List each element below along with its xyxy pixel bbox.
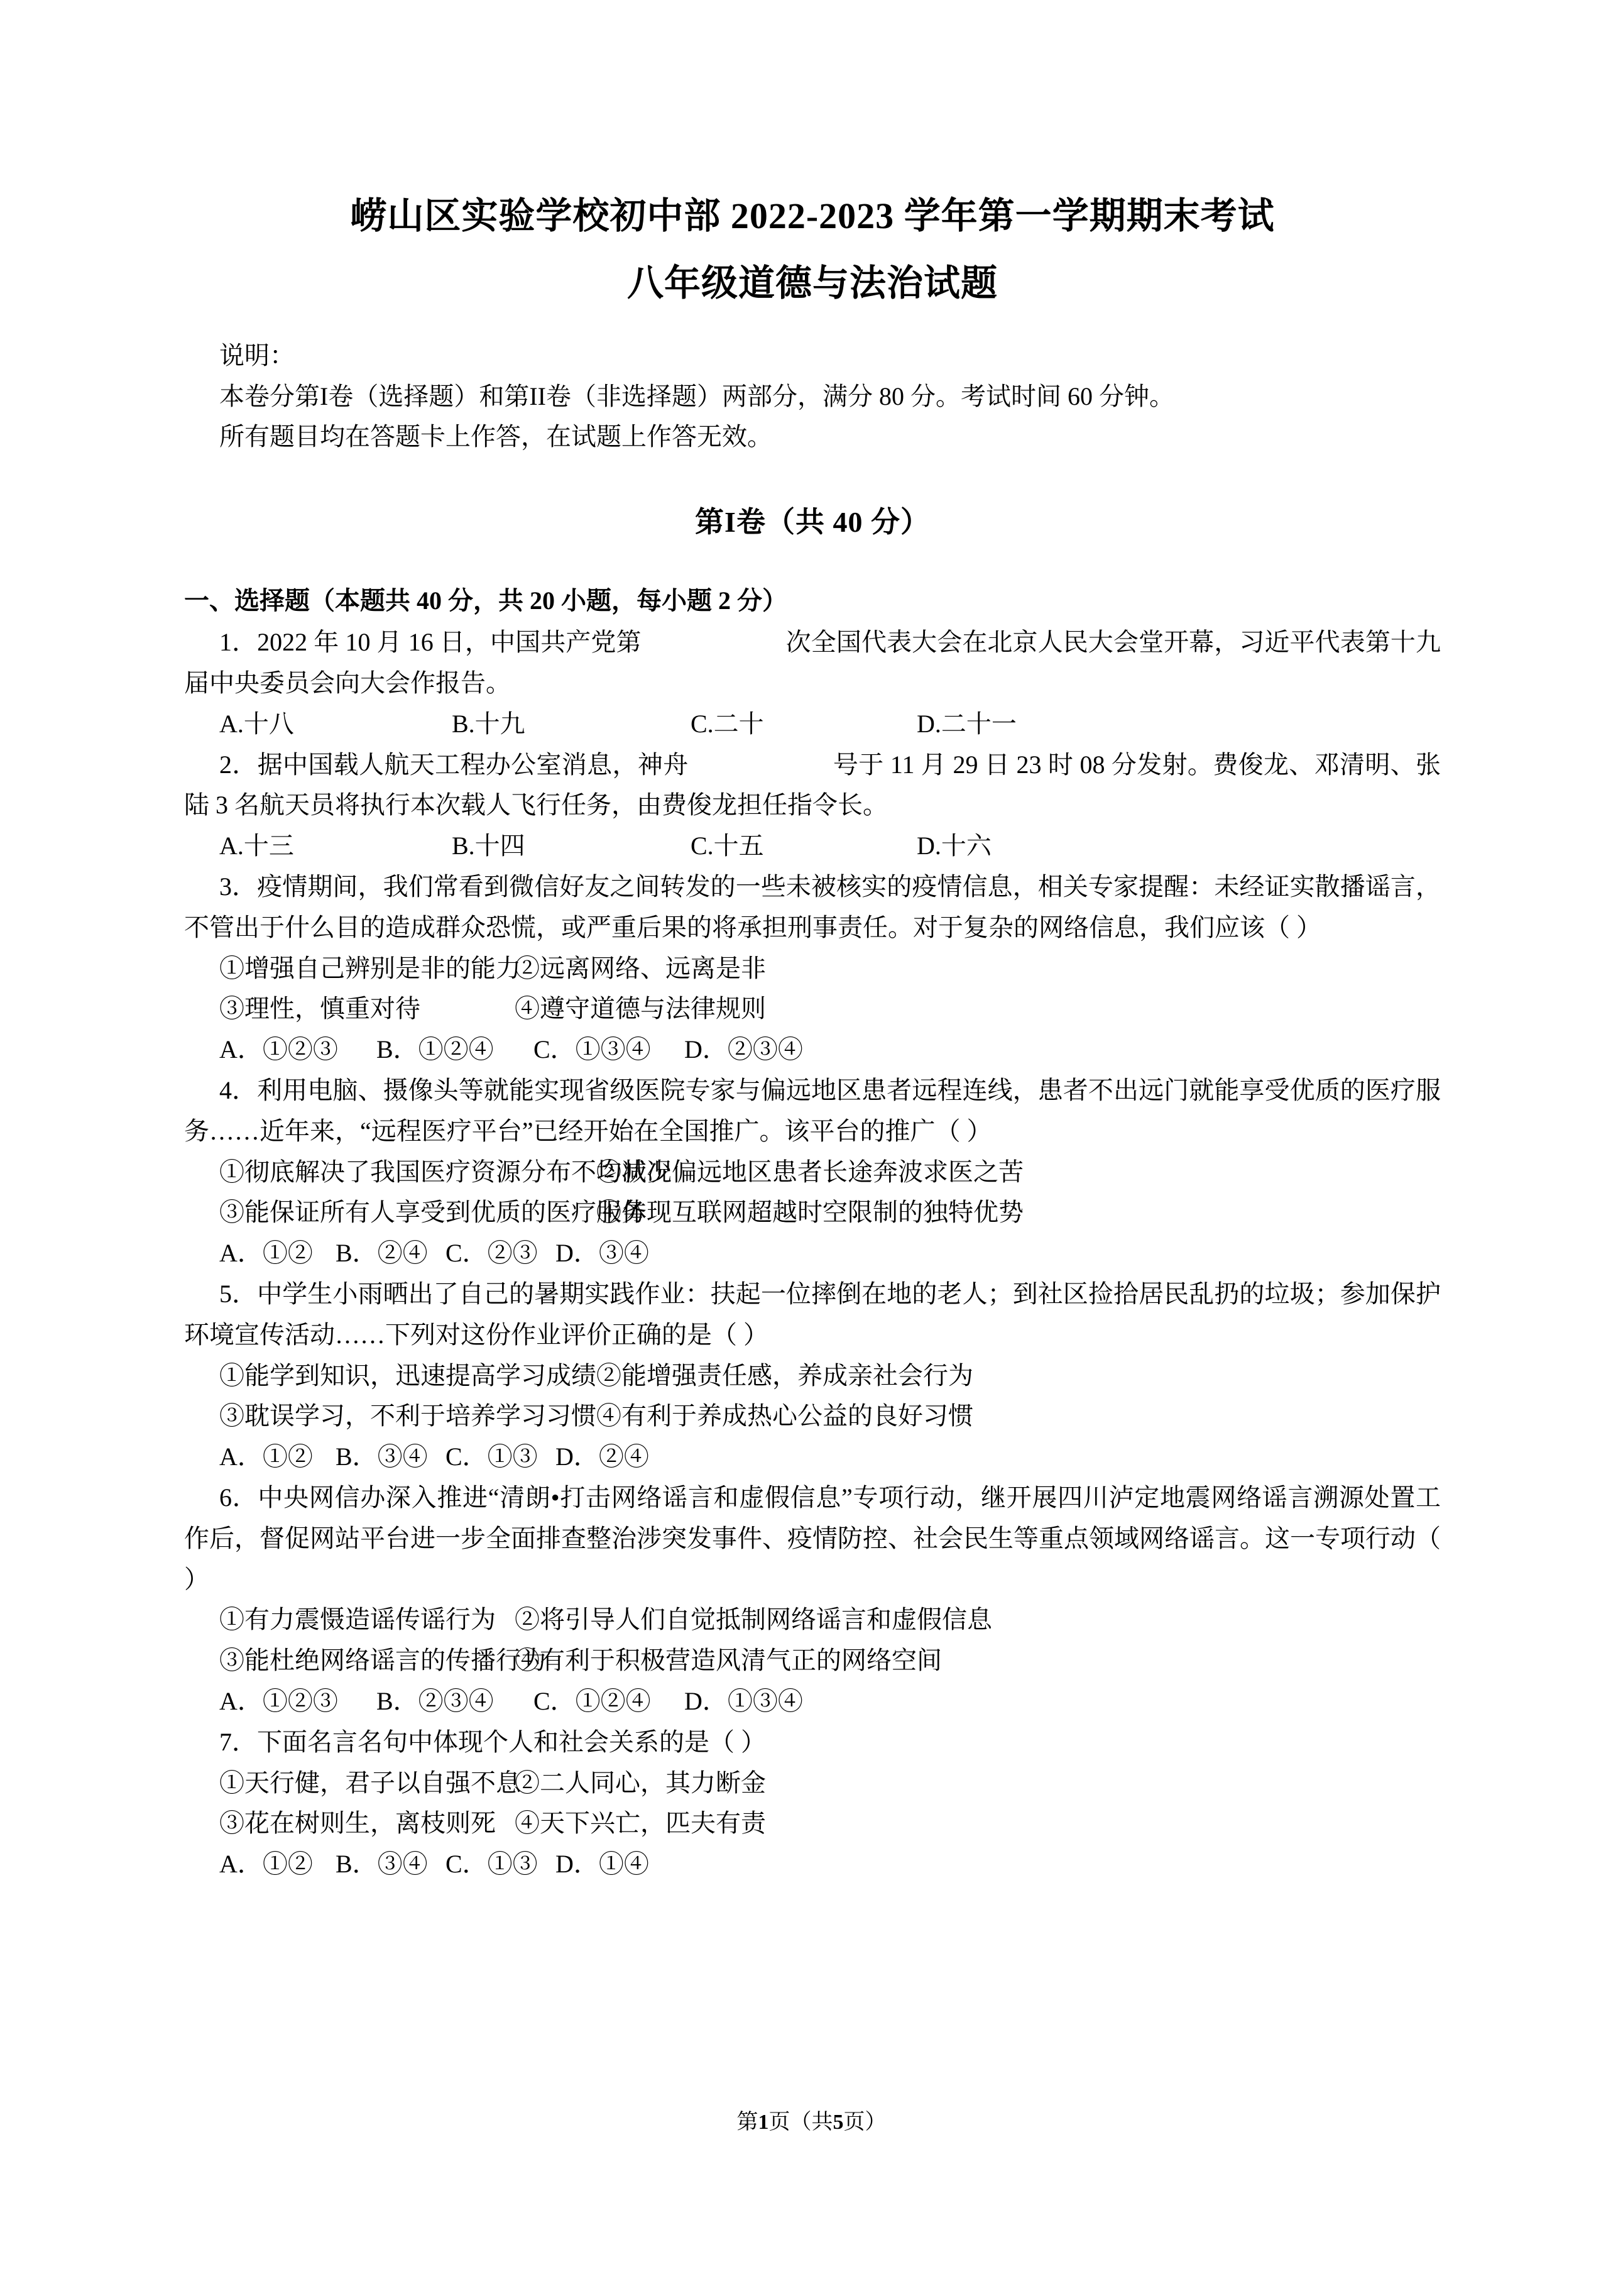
question-3-options <box>184 1030 1441 1070</box>
question-1-stem-after: 次全国代表大会在北京人民大会堂开幕，习近平代表第十九届中央委员会向大会作报告。 <box>184 628 1441 698</box>
question-1-option-d[interactable]: D.二十一 <box>917 709 1017 738</box>
question-1-options <box>184 704 1441 745</box>
question-2 <box>184 745 1441 867</box>
question-5-sub-3: ③耽误学习，不利于培养学习习惯 <box>219 1402 596 1431</box>
question-7-option-c[interactable]: C．①③ <box>445 1850 538 1879</box>
question-2-stem-after: 号于 11 月 29 日 23 时 08 分发射。费俊龙、邓清明、张陆 3 名航天员将执行本次载人飞行任务，由费俊龙担任指令长。 <box>184 750 1441 820</box>
page-footer <box>0 2104 1623 2135</box>
question-4-sub-row-1 <box>184 1152 1441 1193</box>
question-6-sub-row-1 <box>184 1600 1441 1640</box>
question-4-option-b[interactable]: B．②④ <box>336 1239 428 1268</box>
question-2-stem-before: 2．据中国载人航天工程办公室消息，神舟 <box>219 750 689 779</box>
question-7-sub-4: ④天下兴亡，匹夫有责 <box>515 1809 766 1838</box>
question-6-sub-2: ②将引导人们自觉抵制网络谣言和虚假信息 <box>515 1605 992 1634</box>
question-4-option-c[interactable]: C．②③ <box>445 1239 538 1268</box>
question-5-option-c[interactable]: C．①③ <box>445 1442 538 1471</box>
question-2-option-d[interactable]: D.十六 <box>917 832 992 860</box>
footer-suffix: 页） <box>843 2111 887 2134</box>
question-5-options <box>184 1437 1441 1478</box>
instructions-block <box>184 336 1441 458</box>
question-3-sub-4: ④遵守道德与法律规则 <box>515 994 766 1023</box>
question-2-options <box>184 826 1441 867</box>
question-2-option-b[interactable]: B.十四 <box>452 832 525 860</box>
question-7-sub-3: ③花在树则生，离枝则死 <box>219 1809 496 1838</box>
question-1-option-c[interactable]: C.二十 <box>691 709 764 738</box>
instruction-line-1: 本卷分第I卷（选择题）和第II卷（非选择题）两部分，满分 80 分。考试时间 60 分钟。 <box>219 382 1174 410</box>
question-5-sub-row-2 <box>184 1396 1441 1437</box>
page-content <box>184 0 1441 1885</box>
question-4-option-d[interactable]: D．③④ <box>555 1239 649 1268</box>
question-3 <box>184 867 1441 1070</box>
question-7-sub-2: ②二人同心，其力断金 <box>515 1768 766 1797</box>
question-1-option-b[interactable]: B.十九 <box>452 709 525 738</box>
question-3-option-c[interactable]: C．①③④ <box>533 1035 651 1064</box>
question-4-stem: 4．利用电脑、摄像头等就能实现省级医院专家与偏远地区患者远程连线，患者不出远门就能享受优质的医疗服务……近年来，“远程医疗平台”已经开始在全国推广。该平台的推广（ ） <box>184 1076 1441 1145</box>
question-3-sub-3: ③理性，慎重对待 <box>219 994 420 1023</box>
section-heading-choice: 一、选择题（本题共 40 分，共 20 小题，每小题 2 分） <box>184 586 787 615</box>
question-4-sub-3: ③能保证所有人享受到优质的医疗服务 <box>219 1198 647 1227</box>
page-subtitle: 八年级道德与法治试题 <box>626 263 998 304</box>
question-6-option-b[interactable]: B．②③④ <box>376 1686 494 1715</box>
question-1-option-a[interactable]: A.十八 <box>219 709 294 738</box>
question-1 <box>184 622 1441 744</box>
footer-total-pages: 5 <box>833 2111 844 2134</box>
question-3-sub-row-2 <box>184 989 1441 1030</box>
question-2-stem <box>184 745 1441 827</box>
question-5-sub-1: ①能学到知识，迅速提高学习成绩 <box>219 1361 596 1390</box>
question-3-stem: 3．疫情期间，我们常看到微信好友之间转发的一些未被核实的疫情信息，相关专家提醒：未经证实散播谣言，不管出于什么目的造成群众恐慌，或严重后果的将承担刑事责任。对于复杂的网络信息，我们应该（ ） <box>184 872 1441 942</box>
question-6-option-d[interactable]: D．①③④ <box>684 1686 803 1715</box>
question-7 <box>184 1722 1441 1885</box>
question-7-sub-row-1 <box>184 1763 1441 1804</box>
question-6-stem: 6．中央网信办深入推进“清朗•打击网络谣言和虚假信息”专项行动，继开展四川泸定地震网络谣言溯源处置工作后，督促网站平台进一步全面排查整治涉突发事件、疫情防控、社会民生等重点领域网络谣言。这一专项行动（ ） <box>184 1483 1441 1593</box>
question-6-sub-1: ①有力震慑造谣传谣行为 <box>219 1605 496 1634</box>
question-4 <box>184 1070 1441 1274</box>
question-5-sub-4: ④有利于养成热心公益的良好习惯 <box>596 1402 973 1431</box>
question-3-option-d[interactable]: D．②③④ <box>684 1035 803 1064</box>
question-5-sub-2: ②能增强责任感，养成亲社会行为 <box>596 1361 973 1390</box>
question-4-sub-1: ①彻底解决了我国医疗资源分布不均状况 <box>219 1157 672 1186</box>
question-4-sub-4: ④体现互联网超越时空限制的独特优势 <box>596 1198 1024 1227</box>
footer-page-number: 1 <box>758 2111 769 2134</box>
question-1-stem <box>184 622 1441 704</box>
question-5 <box>184 1274 1441 1478</box>
part-one-title: 第I卷（共 40 分） <box>695 506 930 539</box>
question-3-option-a[interactable]: A．①②③ <box>219 1035 338 1064</box>
question-3-sub-row-1 <box>184 948 1441 989</box>
question-7-sub-row-2 <box>184 1803 1441 1844</box>
question-6-sub-row-2 <box>184 1640 1441 1681</box>
question-7-sub-1: ①天行健，君子以自强不息 <box>219 1768 521 1797</box>
question-6-option-c[interactable]: C．①②④ <box>533 1686 651 1715</box>
question-4-sub-2: ②减少偏远地区患者长途奔波求医之苦 <box>596 1157 1024 1186</box>
question-1-stem-before: 1．2022 年 10 月 16 日，中国共产党第 <box>219 628 642 657</box>
question-5-option-a[interactable]: A．①② <box>219 1442 313 1471</box>
question-7-stem: 7．下面名言名句中体现个人和社会关系的是（ ） <box>219 1727 766 1756</box>
question-6-sub-4: ④有利于积极营造风清气正的网络空间 <box>515 1646 942 1675</box>
question-2-option-c[interactable]: C.十五 <box>691 832 764 860</box>
question-6-option-a[interactable]: A．①②③ <box>219 1686 338 1715</box>
question-6 <box>184 1478 1441 1722</box>
question-4-options <box>184 1233 1441 1274</box>
question-3-sub-1: ①增强自己辨别是非的能力 <box>219 953 521 982</box>
footer-prefix: 第 <box>736 2111 758 2134</box>
question-2-option-a[interactable]: A.十三 <box>219 832 294 860</box>
question-5-sub-row-1 <box>184 1356 1441 1397</box>
instruction-line-2: 所有题目均在答题卡上作答，在试题上作答无效。 <box>219 422 772 451</box>
question-5-option-d[interactable]: D．②④ <box>555 1442 649 1471</box>
question-7-option-b[interactable]: B．③④ <box>336 1850 428 1879</box>
question-5-stem: 5．中学生小雨晒出了自己的暑期实践作业：扶起一位摔倒在地的老人；到社区捡拾居民乱扔的垃圾；参加保护环境宣传活动……下列对这份作业评价正确的是（ ） <box>184 1280 1441 1349</box>
question-7-option-a[interactable]: A．①② <box>219 1850 313 1879</box>
question-5-option-b[interactable]: B．③④ <box>336 1442 428 1471</box>
question-7-option-d[interactable]: D．①④ <box>555 1850 649 1879</box>
question-6-sub-3: ③能杜绝网络谣言的传播行为 <box>219 1646 546 1675</box>
instructions-label: 说明： <box>219 341 295 370</box>
question-4-sub-row-2 <box>184 1192 1441 1233</box>
question-6-options <box>184 1681 1441 1722</box>
page-title: 崂山区实验学校初中部 2022-2023 学年第一学期期末考试 <box>350 195 1275 236</box>
question-3-option-b[interactable]: B．①②④ <box>376 1035 494 1064</box>
footer-middle: 页（共 <box>768 2111 833 2134</box>
question-3-sub-2: ②远离网络、远离是非 <box>515 953 766 982</box>
question-4-option-a[interactable]: A．①② <box>219 1239 313 1268</box>
question-7-options <box>184 1844 1441 1885</box>
